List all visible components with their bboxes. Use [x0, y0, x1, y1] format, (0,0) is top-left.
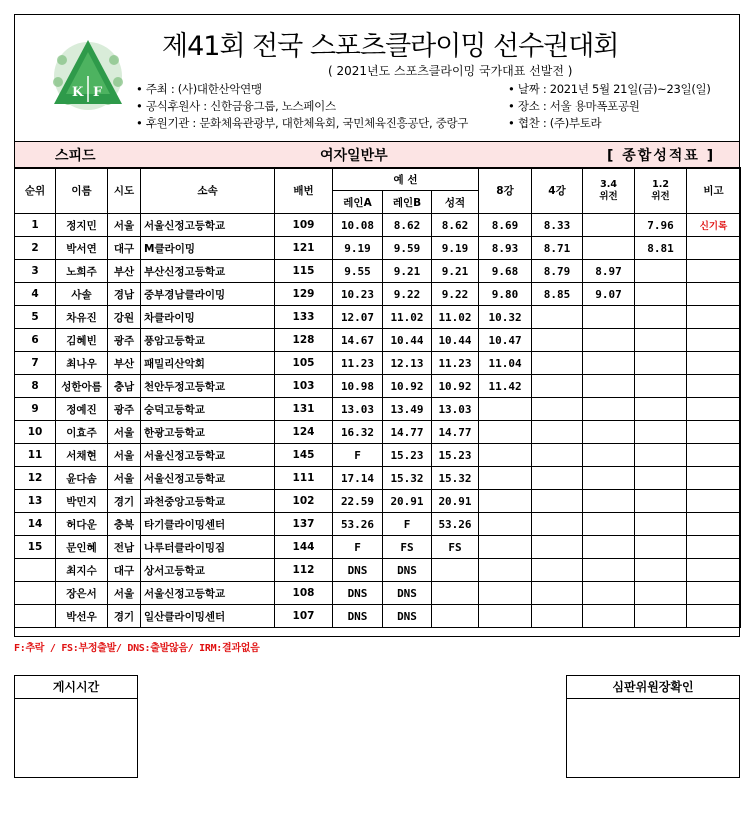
- cell-team: 한광고등학교: [141, 421, 275, 444]
- cell-city: 서울: [108, 421, 141, 444]
- cell-r12: [635, 375, 687, 398]
- cell-name: 이효주: [56, 421, 108, 444]
- cell-team: 중부경남클라이밍: [141, 283, 275, 306]
- cell-r8: [479, 582, 532, 605]
- cell-res: [432, 582, 479, 605]
- cell-team: 패밀리산악회: [141, 352, 275, 375]
- cell-bib: 145: [275, 444, 333, 467]
- cell-res: 14.77: [432, 421, 479, 444]
- table-row: [15, 513, 741, 536]
- header-r12: 1.2 위전: [635, 168, 687, 214]
- cell-r4: [532, 513, 583, 536]
- cell-r34: [583, 214, 635, 237]
- cell-a: 13.03: [333, 398, 383, 421]
- cell-name: 차유진: [56, 306, 108, 329]
- cell-city: 서울: [108, 467, 141, 490]
- cell-team: 서울신정고등학교: [141, 214, 275, 237]
- cell-b: 10.92: [383, 375, 432, 398]
- cell-r34: [583, 559, 635, 582]
- report-type: [ 종합성적표 ]: [607, 148, 716, 164]
- cell-r12: [635, 398, 687, 421]
- cell-r34: [583, 605, 635, 628]
- cell-name: 장은서: [56, 582, 108, 605]
- cell-res: [432, 605, 479, 628]
- cell-bib: 103: [275, 375, 333, 398]
- cell-team: 숭덕고등학교: [141, 398, 275, 421]
- cell-r8: [479, 559, 532, 582]
- table-row: [15, 329, 741, 352]
- cell-r4: 8.79: [532, 260, 583, 283]
- cell-note: [687, 421, 741, 444]
- cell-r8: 11.04: [479, 352, 532, 375]
- cell-r4: 8.71: [532, 237, 583, 260]
- table-row: [15, 260, 741, 283]
- cell-team: 풍암고등학교: [141, 329, 275, 352]
- cell-b: DNS: [383, 582, 432, 605]
- cell-a: DNS: [333, 582, 383, 605]
- cell-r34: [583, 490, 635, 513]
- cell-city: 충남: [108, 375, 141, 398]
- cell-city: 광주: [108, 398, 141, 421]
- table-row: [15, 467, 741, 490]
- cell-rank: 1: [15, 214, 56, 237]
- cell-bib: 124: [275, 421, 333, 444]
- cell-rank: 3: [15, 260, 56, 283]
- cell-name: 최지수: [56, 559, 108, 582]
- cell-rank: 10: [15, 421, 56, 444]
- cell-r34: [583, 513, 635, 536]
- cell-a: DNS: [333, 605, 383, 628]
- cell-r4: [532, 605, 583, 628]
- post-time-label: 게시시간: [15, 676, 137, 699]
- cell-team: 서울신정고등학교: [141, 444, 275, 467]
- cell-r12: [635, 329, 687, 352]
- cell-r12: 7.96: [635, 214, 687, 237]
- cell-note: [687, 375, 741, 398]
- cell-name: 박선우: [56, 605, 108, 628]
- header-bib: 배번: [275, 168, 333, 214]
- cell-rank: 13: [15, 490, 56, 513]
- table-row: [15, 352, 741, 375]
- cell-team: 과천중앙고등학교: [141, 490, 275, 513]
- cell-r34: [583, 467, 635, 490]
- cell-rank: 2: [15, 237, 56, 260]
- page-title: 제41회 전국 스포츠클라이밍 선수권대회: [162, 31, 619, 62]
- cell-bib: 137: [275, 513, 333, 536]
- cell-name: 박서연: [56, 237, 108, 260]
- cell-city: 서울: [108, 444, 141, 467]
- cell-res: FS: [432, 536, 479, 559]
- partner-text: • 협찬 : (주)부토라: [508, 115, 711, 132]
- header-prelim: 예 선: [333, 168, 479, 191]
- cell-res: [432, 559, 479, 582]
- cell-rank: [15, 559, 56, 582]
- header-lane-b: 레인B: [383, 191, 432, 214]
- cell-rank: 6: [15, 329, 56, 352]
- cell-rank: 7: [15, 352, 56, 375]
- cell-team: 천안두정고등학교: [141, 375, 275, 398]
- cell-city: 부산: [108, 260, 141, 283]
- table-row: [15, 444, 741, 467]
- cell-note: [687, 513, 741, 536]
- cell-city: 충북: [108, 513, 141, 536]
- cell-a: 10.98: [333, 375, 383, 398]
- table-row: [15, 214, 741, 237]
- cell-res: 8.62: [432, 214, 479, 237]
- cell-rank: 12: [15, 467, 56, 490]
- cell-r34: [583, 306, 635, 329]
- cell-a: 16.32: [333, 421, 383, 444]
- cell-res: 11.23: [432, 352, 479, 375]
- cell-res: 20.91: [432, 490, 479, 513]
- cell-r8: [479, 444, 532, 467]
- cell-r4: [532, 352, 583, 375]
- cell-r4: [532, 559, 583, 582]
- cell-bib: 112: [275, 559, 333, 582]
- post-time-box: [14, 675, 138, 778]
- cell-r8: [479, 398, 532, 421]
- cell-city: 광주: [108, 329, 141, 352]
- svg-text:F: F: [93, 85, 103, 100]
- event-name: 스피드: [55, 148, 96, 164]
- cell-city: 서울: [108, 582, 141, 605]
- cell-rank: [15, 582, 56, 605]
- date-text: • 날짜 : 2021년 5월 21일(금)~23일(일): [508, 81, 711, 98]
- header-rank: 순위: [15, 168, 56, 214]
- cell-a: 10.08: [333, 214, 383, 237]
- cell-a: 12.07: [333, 306, 383, 329]
- federation-logo: [48, 36, 128, 110]
- cell-r4: [532, 421, 583, 444]
- cell-r12: [635, 513, 687, 536]
- cell-note: [687, 398, 741, 421]
- cell-team: 부산신정고등학교: [141, 260, 275, 283]
- table-row: [15, 398, 741, 421]
- cell-r4: [532, 306, 583, 329]
- header-r8: 8강: [479, 168, 532, 214]
- cell-r12: [635, 260, 687, 283]
- cell-note: [687, 283, 741, 306]
- cell-team: 타기클라이밍센터: [141, 513, 275, 536]
- cell-note: [687, 306, 741, 329]
- cell-city: 전남: [108, 536, 141, 559]
- cell-note: [687, 467, 741, 490]
- cell-name: 노희주: [56, 260, 108, 283]
- cell-r12: [635, 352, 687, 375]
- cell-b: 20.91: [383, 490, 432, 513]
- svg-text:K: K: [72, 85, 84, 100]
- header-lane-a: 레인A: [333, 191, 383, 214]
- cell-b: 14.77: [383, 421, 432, 444]
- cell-bib: 128: [275, 329, 333, 352]
- cell-note: [687, 582, 741, 605]
- cell-bib: 105: [275, 352, 333, 375]
- cell-r4: [532, 582, 583, 605]
- cell-r12: 8.81: [635, 237, 687, 260]
- table-row: [15, 421, 741, 444]
- cell-team: 서울신정고등학교: [141, 467, 275, 490]
- cell-r4: [532, 536, 583, 559]
- cell-r12: [635, 490, 687, 513]
- cell-name: 사솔: [56, 283, 108, 306]
- cell-name: 서채현: [56, 444, 108, 467]
- judge-confirm-label: 심판위원장확인: [567, 676, 739, 699]
- cell-r34: [583, 237, 635, 260]
- cell-b: 15.32: [383, 467, 432, 490]
- cell-a: DNS: [333, 559, 383, 582]
- division-name: 여자일반부: [320, 148, 388, 164]
- cell-b: FS: [383, 536, 432, 559]
- cell-b: 9.59: [383, 237, 432, 260]
- cell-res: 15.32: [432, 467, 479, 490]
- results-table: [14, 167, 741, 628]
- cell-rank: 11: [15, 444, 56, 467]
- cell-r4: [532, 398, 583, 421]
- event-info-right: [508, 81, 711, 132]
- cell-b: 9.21: [383, 260, 432, 283]
- cell-r34: [583, 536, 635, 559]
- cell-r4: [532, 467, 583, 490]
- cell-res: 10.44: [432, 329, 479, 352]
- table-row: [15, 490, 741, 513]
- cell-bib: 102: [275, 490, 333, 513]
- header-city: 시도: [108, 168, 141, 214]
- cell-r4: [532, 375, 583, 398]
- cell-res: 15.23: [432, 444, 479, 467]
- table-row: [15, 582, 741, 605]
- cell-res: 53.26: [432, 513, 479, 536]
- cell-team: 상서고등학교: [141, 559, 275, 582]
- cell-res: 9.19: [432, 237, 479, 260]
- cell-bib: 108: [275, 582, 333, 605]
- cell-bib: 109: [275, 214, 333, 237]
- cell-rank: 14: [15, 513, 56, 536]
- cell-r4: [532, 329, 583, 352]
- cell-rank: 4: [15, 283, 56, 306]
- cell-b: DNS: [383, 605, 432, 628]
- cell-a: 11.23: [333, 352, 383, 375]
- cell-a: 17.14: [333, 467, 383, 490]
- header-r4: 4강: [532, 168, 583, 214]
- cell-bib: 121: [275, 237, 333, 260]
- cell-res: 9.22: [432, 283, 479, 306]
- table-row: [15, 605, 741, 628]
- cell-r12: [635, 283, 687, 306]
- cell-note: [687, 237, 741, 260]
- cell-r12: [635, 467, 687, 490]
- table-row: [15, 306, 741, 329]
- cell-bib: 144: [275, 536, 333, 559]
- cell-r34: [583, 375, 635, 398]
- cell-r8: [479, 421, 532, 444]
- results-body: [15, 214, 741, 628]
- cell-r34: [583, 444, 635, 467]
- cell-b: 11.02: [383, 306, 432, 329]
- header-name: 이름: [56, 168, 108, 214]
- cell-rank: 8: [15, 375, 56, 398]
- cell-name: 정예진: [56, 398, 108, 421]
- cell-city: 대구: [108, 559, 141, 582]
- cell-city: 경남: [108, 283, 141, 306]
- cell-r12: [635, 444, 687, 467]
- cell-bib: 107: [275, 605, 333, 628]
- cell-team: 차클라이밍: [141, 306, 275, 329]
- legend-text: F:추락 / FS:부정출발/ DNS:출발않음/ IRM:결과없음: [14, 643, 260, 654]
- cell-r12: [635, 559, 687, 582]
- cell-r12: [635, 306, 687, 329]
- cell-rank: [15, 605, 56, 628]
- cell-city: 부산: [108, 352, 141, 375]
- cell-note: [687, 490, 741, 513]
- cell-b: 15.23: [383, 444, 432, 467]
- cell-team: M클라이밍: [141, 237, 275, 260]
- header-result: 성적: [432, 191, 479, 214]
- cell-res: 13.03: [432, 398, 479, 421]
- cell-name: 박민지: [56, 490, 108, 513]
- cell-b: F: [383, 513, 432, 536]
- page-subtitle: ( 2021년도 스포츠클라이밍 국가대표 선발전 ): [328, 64, 573, 78]
- cell-res: 10.92: [432, 375, 479, 398]
- cell-b: 9.22: [383, 283, 432, 306]
- sponsor-text: • 공식후원사 : 신한금융그룹, 노스페이스: [136, 98, 468, 115]
- cell-note: [687, 329, 741, 352]
- cell-r4: [532, 490, 583, 513]
- cell-bib: 129: [275, 283, 333, 306]
- cell-r34: [583, 329, 635, 352]
- cell-r8: [479, 536, 532, 559]
- header-team: 소속: [141, 168, 275, 214]
- cell-a: F: [333, 536, 383, 559]
- cell-bib: 133: [275, 306, 333, 329]
- cell-r4: 8.85: [532, 283, 583, 306]
- cell-note: [687, 444, 741, 467]
- cell-r34: 9.07: [583, 283, 635, 306]
- cell-rank: 5: [15, 306, 56, 329]
- cell-b: 13.49: [383, 398, 432, 421]
- cell-r8: 8.93: [479, 237, 532, 260]
- cell-name: 정지민: [56, 214, 108, 237]
- table-row: [15, 375, 741, 398]
- cell-bib: 115: [275, 260, 333, 283]
- cell-a: 22.59: [333, 490, 383, 513]
- cell-r34: [583, 421, 635, 444]
- cell-b: 12.13: [383, 352, 432, 375]
- cell-city: 서울: [108, 214, 141, 237]
- cell-name: 허다운: [56, 513, 108, 536]
- cell-r8: [479, 513, 532, 536]
- header-r34: 3.4 위전: [583, 168, 635, 214]
- cell-note: [687, 605, 741, 628]
- table-row: [15, 283, 741, 306]
- cell-r12: [635, 582, 687, 605]
- cell-note: 신기록: [687, 214, 741, 237]
- table-row: [15, 237, 741, 260]
- cell-note: [687, 260, 741, 283]
- table-row: [15, 536, 741, 559]
- cell-r8: [479, 605, 532, 628]
- cell-b: DNS: [383, 559, 432, 582]
- table-row: [15, 559, 741, 582]
- judge-confirm-box: [566, 675, 740, 778]
- cell-r34: [583, 352, 635, 375]
- cell-r12: [635, 421, 687, 444]
- cell-b: 8.62: [383, 214, 432, 237]
- cell-r4: [532, 444, 583, 467]
- cell-note: [687, 352, 741, 375]
- cell-r34: 8.97: [583, 260, 635, 283]
- cell-name: 윤다솜: [56, 467, 108, 490]
- cell-bib: 111: [275, 467, 333, 490]
- venue-text: • 장소 : 서울 용마폭포공원: [508, 98, 711, 115]
- header-note: 비고: [687, 168, 741, 214]
- cell-rank: 15: [15, 536, 56, 559]
- cell-b: 10.44: [383, 329, 432, 352]
- supporters-text: • 후원기관 : 문화체육관광부, 대한체육회, 국민체육진흥공단, 중랑구: [136, 115, 468, 132]
- cell-r8: 10.32: [479, 306, 532, 329]
- cell-a: F: [333, 444, 383, 467]
- cell-city: 대구: [108, 237, 141, 260]
- organizer-text: • 주최 : (사)대한산악연맹: [136, 81, 468, 98]
- cell-name: 문인혜: [56, 536, 108, 559]
- cell-bib: 131: [275, 398, 333, 421]
- cell-r8: [479, 467, 532, 490]
- cell-r8: 9.80: [479, 283, 532, 306]
- cell-r34: [583, 582, 635, 605]
- cell-r8: 9.68: [479, 260, 532, 283]
- cell-r8: [479, 490, 532, 513]
- cell-name: 김혜빈: [56, 329, 108, 352]
- cell-a: 10.23: [333, 283, 383, 306]
- cell-r12: [635, 605, 687, 628]
- cell-res: 9.21: [432, 260, 479, 283]
- cell-city: 경기: [108, 605, 141, 628]
- cell-team: 나루터클라이밍짐: [141, 536, 275, 559]
- cell-name: 성한아름: [56, 375, 108, 398]
- cell-r34: [583, 398, 635, 421]
- cell-r8: 8.69: [479, 214, 532, 237]
- cell-team: 서울신정고등학교: [141, 582, 275, 605]
- cell-rank: 9: [15, 398, 56, 421]
- cell-res: 11.02: [432, 306, 479, 329]
- cell-name: 최나우: [56, 352, 108, 375]
- cell-a: 9.55: [333, 260, 383, 283]
- cell-city: 경기: [108, 490, 141, 513]
- cell-note: [687, 536, 741, 559]
- cell-a: 14.67: [333, 329, 383, 352]
- cell-r4: 8.33: [532, 214, 583, 237]
- cell-r8: 11.42: [479, 375, 532, 398]
- cell-r12: [635, 536, 687, 559]
- cell-a: 9.19: [333, 237, 383, 260]
- cell-a: 53.26: [333, 513, 383, 536]
- cell-note: [687, 559, 741, 582]
- cell-team: 일산클라이밍센터: [141, 605, 275, 628]
- cell-r8: 10.47: [479, 329, 532, 352]
- event-info-left: [136, 81, 468, 132]
- cell-city: 강원: [108, 306, 141, 329]
